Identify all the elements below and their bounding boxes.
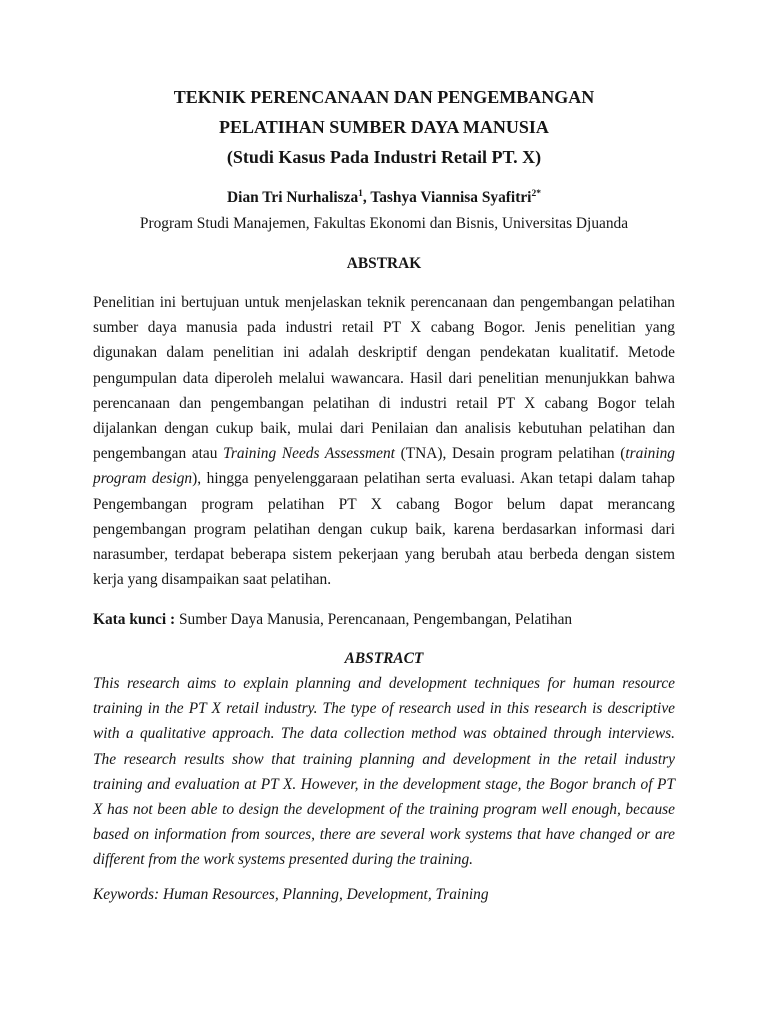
- line-text: with a qualitative approach. The data collection method was obtained through interviews.: [93, 725, 675, 743]
- abstract-line: [93, 747, 675, 772]
- line-text: sumber daya manusia pada industri retail PT X cabang Bogor. Jenis penelitian yang: [93, 319, 675, 337]
- affiliation: Program Studi Manajemen, Fakultas Ekonomi dan Bisnis, Universitas Djuanda: [139, 215, 629, 232]
- abstrak-line: [93, 391, 675, 416]
- author-name: Dian Tri Nurhalisza: [227, 189, 359, 206]
- author-name: Tashya Viannisa Syafitri: [370, 189, 532, 206]
- line-text: (TNA), Desain program pelatihan (: [394, 445, 626, 463]
- abstrak-line: [93, 567, 675, 592]
- keywords-en-label: Keywords:: [93, 886, 160, 903]
- line-text: X has not been able to design the development of the training program well enough, because: [93, 800, 675, 818]
- title-line: TEKNIK PERENCANAAN DAN PENGEMBANGAN: [173, 87, 595, 107]
- line-text: This research aims to explain planning and development techniques for human resource: [93, 675, 675, 692]
- abstrak-line: [93, 492, 675, 517]
- author-affiliation-mark: 1: [358, 189, 363, 199]
- abstract-line: [93, 847, 675, 872]
- keywords-id-label: Kata kunci :: [93, 611, 176, 628]
- abstrak-line: [93, 466, 675, 491]
- italic-term: training: [625, 445, 675, 463]
- abstrak-heading: ABSTRAK: [346, 255, 422, 272]
- abstrak-line: [93, 441, 675, 466]
- keywords-en-value: Human Resources, Planning, Development, Training: [162, 886, 489, 903]
- abstract-line: [93, 721, 675, 746]
- authors-line: [0, 185, 768, 210]
- keywords-en-line: [93, 882, 489, 907]
- abstract-line: [93, 772, 675, 797]
- line-text: digunakan dalam penelitian ini adalah deskriptif dengan pendekatan kualitatif. Metode: [93, 344, 675, 362]
- abstract-paragraph: [93, 671, 675, 873]
- line-text: Penelitian ini bertujuan untuk menjelaskan teknik perencanaan dan pengembangan pelatihan: [93, 294, 675, 311]
- line-text: Pengembangan program pelatihan PT X cabang Bogor belum dapat merancang: [93, 495, 675, 513]
- line-text: pengembangan atau: [93, 445, 224, 463]
- abstrak-paragraph: [93, 290, 675, 592]
- author-separator: ,: [362, 189, 371, 206]
- abstrak-line: [93, 542, 675, 567]
- italic-term: Training Needs Assessment: [223, 445, 395, 463]
- keywords-id-value: Sumber Daya Manusia, Perencanaan, Pengembangan, Pelatihan: [178, 611, 573, 628]
- line-text: training in the PT X retail industry. The type of research used in this research is descriptive: [93, 700, 675, 718]
- abstrak-line: [93, 366, 675, 391]
- paper-title: [0, 82, 768, 172]
- keywords-id-line: [93, 607, 572, 632]
- line-text: pengembangan program pelatihan dengan cukup baik, karena berdasarkan informasi dari: [93, 520, 675, 538]
- line-text: ), hingga penyelenggaraan pelatihan serta evaluasi. Akan tetapi dalam tahap: [192, 470, 675, 488]
- abstract-line: [93, 797, 675, 822]
- line-text: perencanaan dan pengembangan pelatihan di industri retail PT X cabang Bogor telah: [93, 394, 675, 412]
- line-text: narasumber, terdapat beberapa sistem pekerjaan yang berubah atau berbeda dengan sistem: [93, 545, 675, 563]
- abstract-heading: ABSTRACT: [344, 650, 424, 667]
- line-text: kerja yang disampaikan saat pelatihan.: [93, 571, 332, 589]
- line-text: dijalankan dengan cukup baik, mulai dari Penilaian dan analisis kebutuhan pelatihan dan: [93, 419, 675, 437]
- abstrak-line: [93, 517, 675, 542]
- abstrak-line: [93, 416, 675, 441]
- line-text: pengumpulan data diperoleh melalui wawancara. Hasil dari penelitian menunjukkan bahwa: [93, 369, 675, 387]
- abstrak-line: [93, 340, 675, 365]
- line-text: training and evaluation at PT X. However, in the development stage, the Bogor branch of PT: [93, 775, 675, 793]
- abstract-line: [93, 671, 675, 696]
- title-line: PELATIHAN SUMBER DAYA MANUSIA: [219, 117, 549, 137]
- line-text: based on information from sources, there are several work systems that have changed or are: [93, 826, 675, 844]
- line-text: different from the work systems presented during the training.: [93, 851, 474, 869]
- abstract-line: [93, 822, 675, 847]
- abstrak-line: [93, 315, 675, 340]
- abstrak-line: [93, 290, 675, 315]
- italic-term: program design: [93, 470, 193, 488]
- title-subtitle-line: (Studi Kasus Pada Industri Retail PT. X): [226, 147, 542, 167]
- line-text: The research results show that training planning and development in the retail industry: [93, 750, 675, 768]
- author-affiliation-mark: 2*: [531, 189, 541, 199]
- abstract-line: [93, 696, 675, 721]
